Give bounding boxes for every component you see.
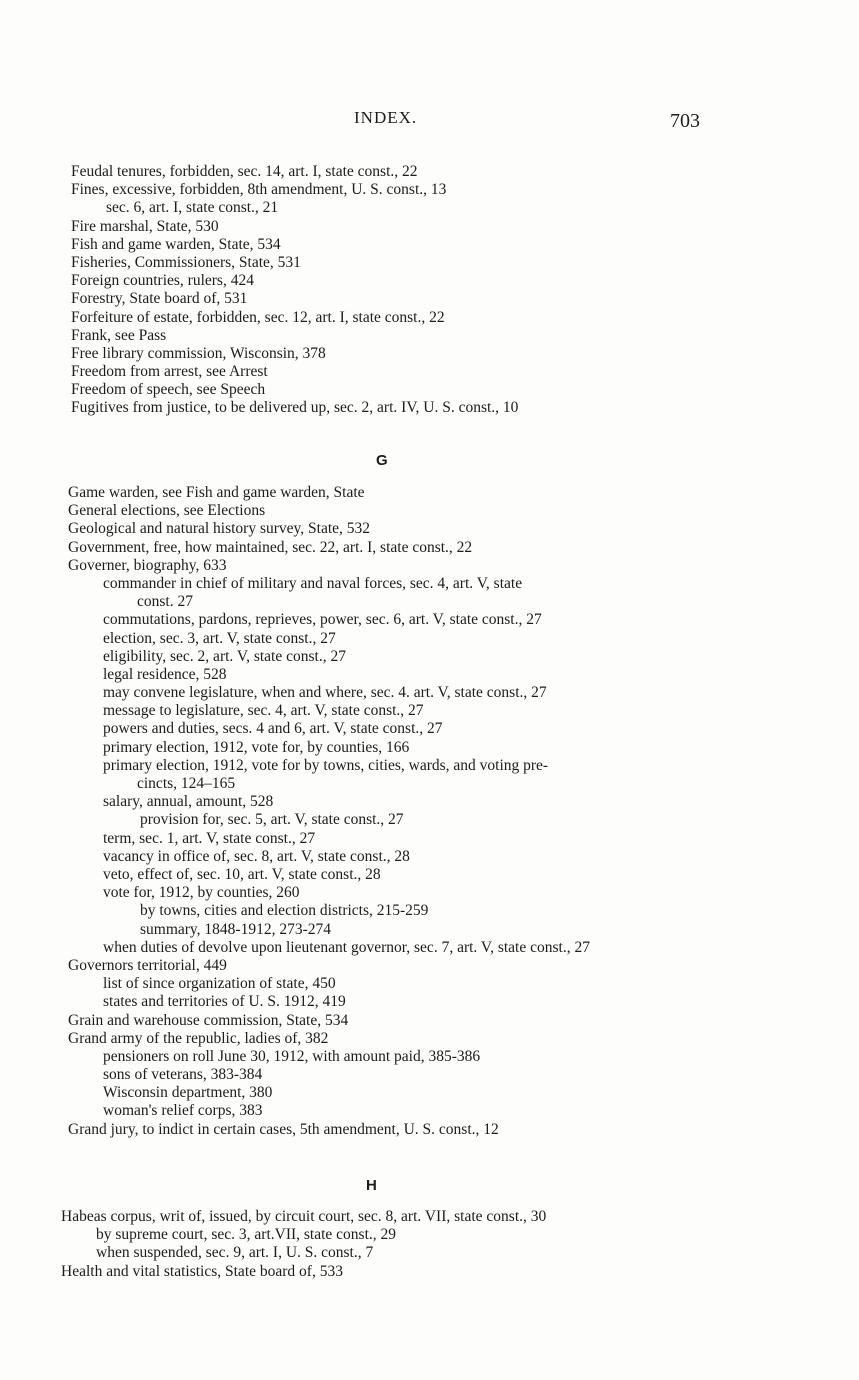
index-entry-text: vacancy in office of, sec. 8, art. V, state const., 28 [103,847,410,865]
index-entry [71,327,859,345]
index-entry-text: Habeas corpus, writ of, issued, by circuit court, sec. 8, art. VII, state const., 30 [61,1208,547,1225]
index-entry-text: Fire marshal, State, 530 [71,217,219,235]
index-entry [68,902,859,920]
index-entry-text: Game warden, see Fish and game warden, State [68,484,365,501]
index-entry [68,630,859,648]
index-entry-text: provision for, sec. 5, art. V, state const., 27 [140,811,404,829]
index-entry-text: Governer, biography, 633 [68,556,227,574]
index-entry [71,363,859,381]
index-entry-text: by towns, cities and election districts, 215-259 [140,902,429,920]
page-number: 703 [670,110,700,132]
index-entry-text: sons of veterans, 383-384 [103,1066,263,1084]
index-entry-text: list of since organization of state, 450 [103,975,336,993]
index-entry [68,939,859,957]
index-entry-text: Grain and warehouse commission, State, 534 [68,1011,349,1029]
index-entry [68,666,859,684]
index-entry [71,163,859,181]
page-header [0,108,859,138]
index-entry [71,345,859,363]
index-entry-text: Grand jury, to indict in certain cases, 5th amendment, U. S. const., 12 [68,1120,499,1138]
index-entry-text: Freedom of speech, see Speech [71,381,266,399]
index-entry [68,557,859,575]
index-entry-text: term, sec. 1, art. V, state const., 27 [103,829,316,847]
index-entry-text: when duties of devolve upon lieutenant governor, sec. 7, art. V, state const., 27 [103,938,590,956]
index-entry-text: sec. 6, art. I, state const., 21 [106,199,279,217]
index-entry-text: veto, effect of, sec. 10, art. V, state const., 28 [103,866,381,883]
index-entry [68,848,859,866]
index-entry [68,957,859,975]
index-section-h [61,1208,859,1281]
running-head: INDEX. [354,108,418,127]
section-letter-h: H [366,1177,377,1194]
index-entry-text: salary, annual, amount, 528 [103,793,274,811]
index-entry [68,993,859,1011]
index-entry [61,1208,859,1226]
index-entry-text: woman's relief corps, 383 [103,1102,263,1120]
index-entry-text: states and territories of U. S. 1912, 419 [103,993,346,1011]
index-entry-text: Feudal tenures, forbidden, sec. 14, art. I, state const., 22 [71,163,418,180]
index-entry [68,575,743,611]
index-entry-text: legal residence, 528 [103,665,227,683]
index-entry-text: Fines, excessive, forbidden, 8th amendment, U. S. const., 13 [71,181,447,199]
index-entry-text: primary election, 1912, vote for, by counties, 166 [103,738,410,756]
index-entry-text: may convene legislature, when and where, sec. 4. art. V, state const., 27 [103,684,547,702]
index-entry [71,309,859,327]
index-entry [68,1121,859,1139]
index-entry-text: General elections, see Elections [68,502,266,520]
index-entry [71,272,859,290]
index-entry-text: eligibility, sec. 2, art. V, state const., 27 [103,647,346,665]
index-entry-text: message to legislature, sec. 4, art. V, state const., 27 [103,702,424,720]
index-entry [71,399,859,417]
index-entry-text: when suspended, sec. 9, art. I, U. S. const., 7 [96,1244,374,1262]
index-entry-text: Free library commission, Wisconsin, 378 [71,344,326,362]
index-section-g [68,484,859,1139]
index-entry-text: Freedom from arrest, see Arrest [71,363,268,381]
index-entry [68,611,859,629]
index-entry-text: election, sec. 3, art. V, state const., 27 [103,629,336,647]
index-entry [68,720,859,738]
index-entry [68,866,859,884]
index-entry-text: Fish and game warden, State, 534 [71,235,281,253]
index-entry [68,1066,859,1084]
index-entry-text: Government, free, how maintained, sec. 22, art. I, state const., 22 [68,538,473,556]
index-entry-text: primary election, 1912, vote for by towns, cities, wards, and voting pre- [103,756,549,774]
index-entry [71,254,859,272]
index-entry [68,484,859,502]
index-entry-text: Geological and natural history survey, State, 532 [68,520,371,538]
index-entry [71,218,859,236]
index-entry-text: Forestry, State board of, 531 [71,290,248,308]
index-entry-text: Fisheries, Commissioners, State, 531 [71,253,301,271]
index-entry [68,502,859,520]
index-entry-text: Foreign countries, rulers, 424 [71,272,254,290]
index-entry [68,539,859,557]
index-entry [68,811,859,829]
index-entry-text: Grand army of the republic, ladies of, 382 [68,1029,329,1047]
index-entry-text: summary, 1848-1912, 273-274 [140,920,332,938]
index-entry [68,884,859,902]
index-entry-text: Wisconsin department, 380 [103,1084,273,1102]
index-entry-text: pensioners on roll June 30, 1912, with amount paid, 385-386 [103,1047,481,1065]
index-entry [68,1030,859,1048]
index-entry-text: Health and vital statistics, State board of, 533 [61,1262,343,1280]
index-entry-text: Frank, see Pass [71,326,167,344]
index-entry [71,181,859,199]
index-entry [61,1226,859,1244]
index-section-f [71,163,859,418]
index-entry [68,1012,859,1030]
index-entry [68,1084,859,1102]
index-entry [71,236,859,254]
index-entry [68,1048,859,1066]
index-entry [61,1244,859,1262]
index-entry [68,793,859,811]
index-entry [68,1102,859,1120]
index-entry-text: Forfeiture of estate, forbidden, sec. 12, art. I, state const., 22 [71,308,445,326]
index-entry-continuation: cincts, 124–165 [137,775,236,793]
section-letter-g: G [376,452,388,469]
index-entry-text: by supreme court, sec. 3, art.VII, state const., 29 [96,1226,397,1244]
index-entry [71,199,859,217]
index-entry [68,684,859,702]
index-entry [71,381,859,399]
index-entry-text: Fugitives from justice, to be delivered up, sec. 2, art. IV, U. S. const., 10 [71,399,519,417]
index-entry [68,648,859,666]
index-entry [68,757,743,793]
index-entry [68,830,859,848]
index-entry-text: commutations, pardons, reprieves, power, sec. 6, art. V, state const., 27 [103,611,542,629]
index-entry-text: Governors territorial, 449 [68,956,227,974]
index-entry-text: powers and duties, secs. 4 and 6, art. V, state const., 27 [103,720,443,738]
index-entry-text: commander in chief of military and naval forces, sec. 4, art. V, state [103,574,523,592]
index-entry [68,921,859,939]
index-entry [61,1263,859,1281]
index-entry [68,739,859,757]
index-entry [68,975,859,993]
index-entry [68,702,859,720]
index-entry [68,520,859,538]
index-entry-continuation: const. 27 [137,593,193,611]
index-entry-text: vote for, 1912, by counties, 260 [103,884,300,902]
index-entry [71,290,859,308]
